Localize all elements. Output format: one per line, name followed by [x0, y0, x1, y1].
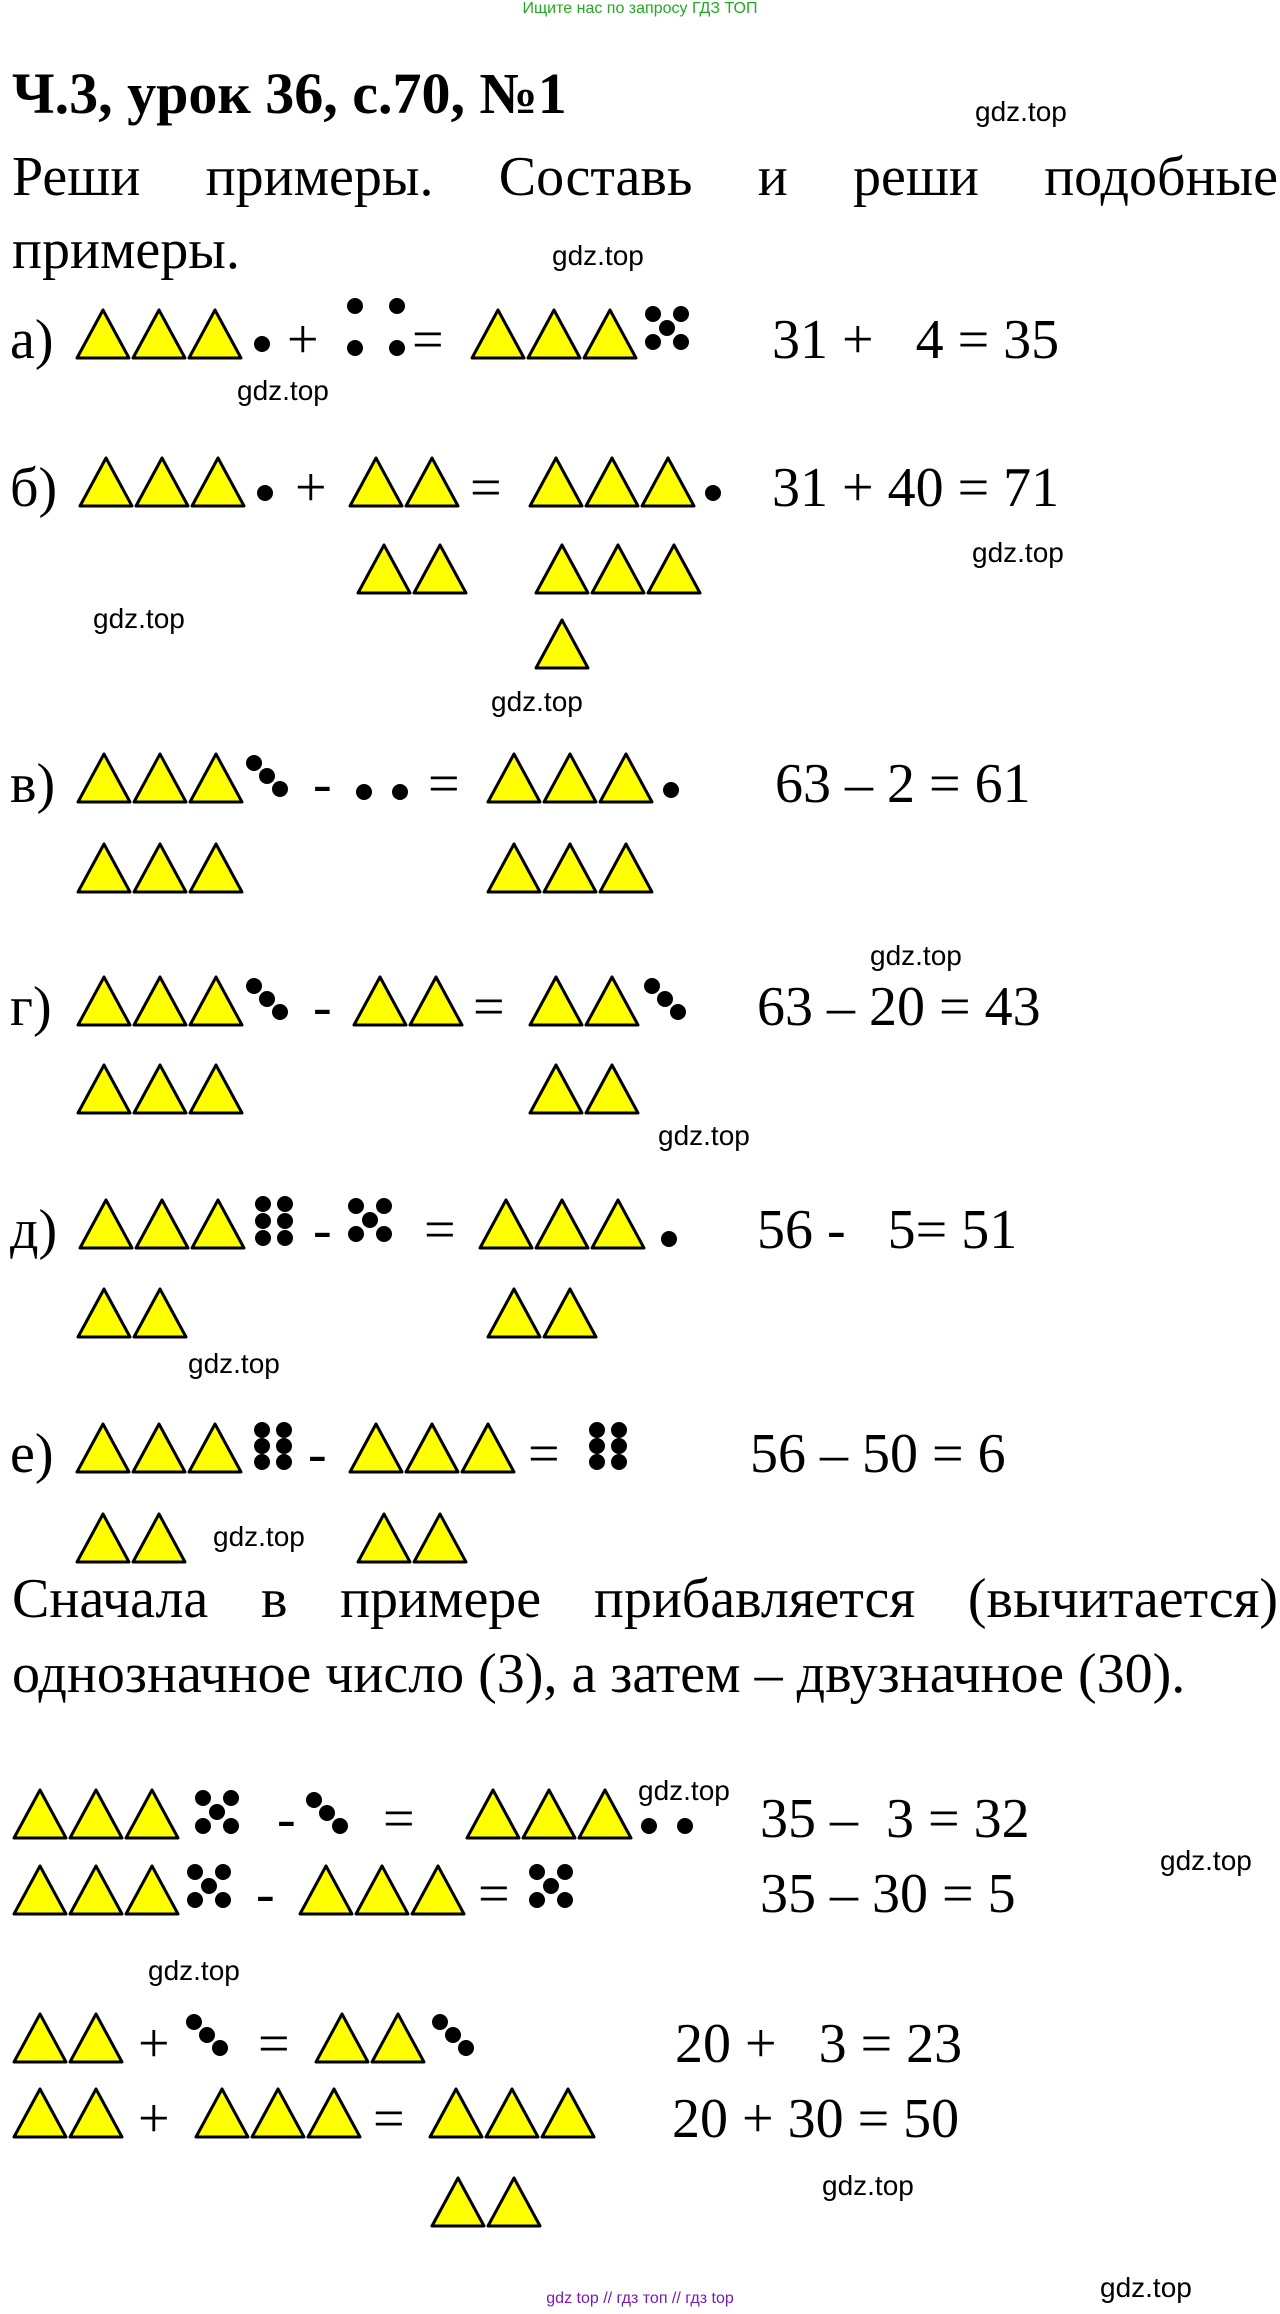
dot-icon: [255, 1213, 271, 1229]
triangle-icon: [488, 1289, 540, 1337]
dot-icon: [611, 1454, 627, 1470]
triangle-icon: [410, 977, 462, 1025]
footer-note: gdz top // гдз топ // гдз top: [546, 2290, 734, 2307]
dot-icon: [276, 1438, 292, 1454]
dot-icon: [306, 1792, 322, 1808]
triangle-icon: [584, 310, 636, 358]
op-minus: -: [277, 1788, 296, 1850]
op-plus: +: [295, 457, 327, 519]
triangle-icon: [530, 1065, 582, 1113]
triangle-icon: [136, 1200, 188, 1248]
triangle-icon: [544, 1289, 596, 1337]
equation-g: 63 – 20 = 43: [757, 976, 1041, 1038]
triangle-icon: [190, 754, 242, 802]
triangle-icon: [78, 977, 130, 1025]
triangle-icon: [192, 1200, 244, 1248]
triangle-icon: [530, 458, 582, 506]
triangle-icon: [536, 620, 588, 668]
dot-icon: [259, 768, 275, 784]
triangle-icon: [432, 2178, 484, 2226]
triangle-icon: [189, 310, 241, 358]
op-equals: =: [478, 1863, 510, 1925]
dot-icon: [223, 1790, 239, 1806]
dot-icon: [212, 2040, 228, 2056]
triangle-icon: [586, 977, 638, 1025]
dot-icon: [347, 298, 363, 314]
triangle-icon: [196, 2089, 248, 2137]
dot-icon: [254, 1422, 270, 1438]
label-v: в): [10, 753, 56, 815]
triangle-icon: [77, 1424, 129, 1472]
dot-icon: [187, 1864, 203, 1880]
watermark: gdz.top: [658, 1120, 750, 1151]
dot-icon: [223, 1818, 239, 1834]
dot-icon: [356, 784, 372, 800]
triangle-icon: [528, 310, 580, 358]
triangle-icon: [77, 1514, 129, 1562]
triangle-icon: [579, 1790, 631, 1838]
triangle-icon: [78, 754, 130, 802]
dot-icon: [611, 1422, 627, 1438]
triangle-icon: [134, 754, 186, 802]
triangle-icon: [544, 754, 596, 802]
triangle-icon: [592, 545, 644, 593]
dot-icon: [677, 1818, 693, 1834]
triangle-icon: [523, 1790, 575, 1838]
dot-icon: [276, 1422, 292, 1438]
equation-v: 63 – 2 = 61: [775, 753, 1031, 815]
equation-extra-3: 20 + 3 = 23: [675, 2013, 963, 2075]
dot-icon: [645, 334, 661, 350]
triangle-icon: [133, 310, 185, 358]
task-line-2: примеры.: [12, 219, 240, 281]
dot-icon: [644, 978, 660, 994]
triangle-icon: [190, 844, 242, 892]
triangle-icon: [14, 2089, 66, 2137]
op-equals: =: [258, 2013, 290, 2075]
triangle-icon: [486, 2089, 538, 2137]
dot-icon: [276, 1454, 292, 1470]
triangle-icon: [354, 977, 406, 1025]
triangle-icon: [136, 458, 188, 506]
dot-icon: [254, 1438, 270, 1454]
triangle-icon: [14, 1790, 66, 1838]
dot-icon: [529, 1864, 545, 1880]
triangle-icon: [134, 844, 186, 892]
dot-icon: [670, 1004, 686, 1020]
dot-icon: [589, 1422, 605, 1438]
triangle-icon: [586, 458, 638, 506]
triangle-icon: [530, 977, 582, 1025]
op-minus: -: [313, 976, 332, 1038]
dot-icon: [332, 1818, 348, 1834]
dot-icon: [705, 485, 721, 501]
explanation-line-2: однозначное число (3), а затем – двузначное (30).: [12, 1643, 1186, 1705]
equation-extra-1: 35 – 3 = 32: [760, 1788, 1030, 1850]
op-equals: =: [424, 1199, 456, 1261]
watermark: gdz.top: [638, 1775, 730, 1806]
triangle-icon: [133, 1514, 185, 1562]
triangle-icon: [134, 1065, 186, 1113]
dot-icon: [277, 1213, 293, 1229]
dot-icon: [376, 1226, 392, 1242]
page-title: Ч.3, урок 36, с.70, №1: [12, 61, 567, 126]
triangle-icon: [80, 1200, 132, 1248]
triangle-icon: [406, 458, 458, 506]
dot-icon: [277, 1196, 293, 1212]
dot-icon: [255, 1196, 271, 1212]
op-plus: +: [138, 2013, 170, 2075]
dot-icon: [529, 1892, 545, 1908]
dot-icon: [445, 2027, 461, 2043]
triangle-icon: [356, 1866, 408, 1914]
op-minus: -: [313, 753, 332, 815]
op-equals: =: [473, 976, 505, 1038]
dot-icon: [215, 1892, 231, 1908]
dot-icon: [272, 781, 288, 797]
dot-icon: [195, 1790, 211, 1806]
dot-icon: [259, 991, 275, 1007]
watermark: gdz.top: [972, 537, 1064, 568]
op-equals: =: [373, 2088, 405, 2150]
triangle-icon: [133, 1424, 185, 1472]
watermark: gdz.top: [552, 240, 644, 271]
watermark: gdz.top: [237, 375, 329, 406]
triangle-icon: [252, 2089, 304, 2137]
triangle-icon: [126, 1790, 178, 1838]
dot-icon: [663, 782, 679, 798]
label-e: е): [10, 1423, 54, 1485]
equation-b: 31 + 40 = 71: [772, 457, 1060, 519]
watermark: gdz.top: [188, 1348, 280, 1379]
watermark: gdz.top: [870, 940, 962, 971]
equation-extra-2: 35 – 30 = 5: [760, 1863, 1016, 1925]
explanation-line-1: Сначала в примере прибавляется (вычитается): [12, 1568, 1278, 1630]
op-equals: =: [383, 1788, 415, 1850]
dot-icon: [362, 1212, 378, 1228]
label-a: а): [10, 309, 54, 371]
dot-icon: [376, 1198, 392, 1214]
dot-icon: [195, 1818, 211, 1834]
triangle-icon: [600, 844, 652, 892]
dot-icon: [392, 784, 408, 800]
dot-icon: [557, 1864, 573, 1880]
triangle-icon: [316, 2014, 368, 2062]
dot-icon: [673, 334, 689, 350]
dot-icon: [215, 1864, 231, 1880]
dot-icon: [543, 1878, 559, 1894]
triangle-icon: [642, 458, 694, 506]
triangle-icon: [350, 458, 402, 506]
triangle-icon: [70, 2014, 122, 2062]
dot-icon: [277, 1230, 293, 1246]
dot-icon: [187, 1892, 203, 1908]
triangle-icon: [542, 2089, 594, 2137]
dot-icon: [657, 991, 673, 1007]
dot-icon: [557, 1892, 573, 1908]
label-g: г): [10, 976, 52, 1038]
equation-e: 56 – 50 = 6: [750, 1423, 1006, 1485]
dot-icon: [389, 340, 405, 356]
dot-icon: [673, 306, 689, 322]
dot-icon: [272, 1004, 288, 1020]
triangle-icon: [414, 1514, 466, 1562]
triangle-icon: [190, 977, 242, 1025]
op-plus: +: [138, 2088, 170, 2150]
dot-icon: [432, 2014, 448, 2030]
dot-icon: [209, 1804, 225, 1820]
triangle-icon: [536, 545, 588, 593]
watermark: gdz.top: [148, 1955, 240, 1986]
triangle-icon: [190, 1065, 242, 1113]
triangle-icon: [308, 2089, 360, 2137]
triangle-icon: [488, 844, 540, 892]
op-equals: =: [428, 753, 460, 815]
watermark: gdz.top: [491, 686, 583, 717]
triangle-icon: [14, 1866, 66, 1914]
equation-a: 31 + 4 = 35: [772, 309, 1060, 371]
triangle-icon: [189, 1424, 241, 1472]
op-equals: =: [412, 309, 444, 371]
label-b: б): [10, 457, 58, 519]
triangle-icon: [488, 754, 540, 802]
triangle-icon: [414, 545, 466, 593]
triangle-icon: [70, 2089, 122, 2137]
dot-icon: [645, 306, 661, 322]
dot-icon: [199, 2027, 215, 2043]
op-plus: +: [287, 309, 319, 371]
triangle-icon: [467, 1790, 519, 1838]
header-note: Ищите нас по запросу ГДЗ ТОП: [522, 0, 758, 17]
triangle-icon: [300, 1866, 352, 1914]
dot-icon: [254, 336, 270, 352]
triangle-icon: [134, 1289, 186, 1337]
triangle-icon: [536, 1200, 588, 1248]
dot-icon: [661, 1231, 677, 1247]
triangle-icon: [372, 2014, 424, 2062]
triangle-icon: [78, 1289, 130, 1337]
triangle-icon: [592, 1200, 644, 1248]
triangle-icon: [648, 545, 700, 593]
task-line-1: Реши примеры. Составь и реши подобные: [12, 146, 1278, 208]
dot-icon: [257, 485, 273, 501]
triangle-icon: [406, 1424, 458, 1472]
dot-icon: [659, 320, 675, 336]
triangle-icon: [77, 310, 129, 358]
dot-icon: [611, 1438, 627, 1454]
op-minus: -: [313, 1199, 332, 1261]
equation-extra-4: 20 + 30 = 50: [672, 2088, 960, 2150]
watermark: gdz.top: [975, 96, 1067, 127]
triangle-icon: [70, 1866, 122, 1914]
triangle-icon: [70, 1790, 122, 1838]
triangle-icon: [488, 2178, 540, 2226]
triangle-icon: [78, 844, 130, 892]
triangle-icon: [80, 458, 132, 506]
triangle-icon: [358, 1514, 410, 1562]
watermark: gdz.top: [93, 603, 185, 634]
dot-icon: [589, 1454, 605, 1470]
triangle-icon: [600, 754, 652, 802]
triangle-icon: [192, 458, 244, 506]
dot-icon: [348, 1198, 364, 1214]
dot-icon: [347, 340, 363, 356]
triangle-icon: [134, 977, 186, 1025]
watermark: gdz.top: [1100, 2272, 1192, 2303]
dot-icon: [201, 1878, 217, 1894]
dot-icon: [254, 1454, 270, 1470]
watermark: gdz.top: [822, 2170, 914, 2201]
triangle-icon: [430, 2089, 482, 2137]
triangle-icon: [462, 1424, 514, 1472]
dot-icon: [389, 298, 405, 314]
triangle-icon: [480, 1200, 532, 1248]
triangle-icon: [586, 1065, 638, 1113]
op-minus: -: [308, 1423, 327, 1485]
op-minus: -: [256, 1863, 275, 1925]
dot-icon: [246, 755, 262, 771]
label-d: д): [10, 1199, 58, 1261]
op-equals: =: [528, 1423, 560, 1485]
triangle-icon: [358, 545, 410, 593]
watermark: gdz.top: [1160, 1845, 1252, 1876]
triangle-icon: [350, 1424, 402, 1472]
dot-icon: [458, 2040, 474, 2056]
dot-icon: [348, 1226, 364, 1242]
triangle-icon: [412, 1866, 464, 1914]
dot-icon: [589, 1438, 605, 1454]
triangle-icon: [544, 844, 596, 892]
dot-icon: [319, 1805, 335, 1821]
triangle-icon: [14, 2014, 66, 2062]
dot-icon: [641, 1818, 657, 1834]
dot-icon: [246, 978, 262, 994]
equation-d: 56 - 5= 51: [757, 1199, 1018, 1261]
triangle-icon: [472, 310, 524, 358]
dot-icon: [186, 2014, 202, 2030]
dot-icon: [255, 1230, 271, 1246]
triangle-icon: [78, 1065, 130, 1113]
watermark: gdz.top: [213, 1521, 305, 1552]
op-equals: =: [470, 457, 502, 519]
triangle-icon: [126, 1866, 178, 1914]
